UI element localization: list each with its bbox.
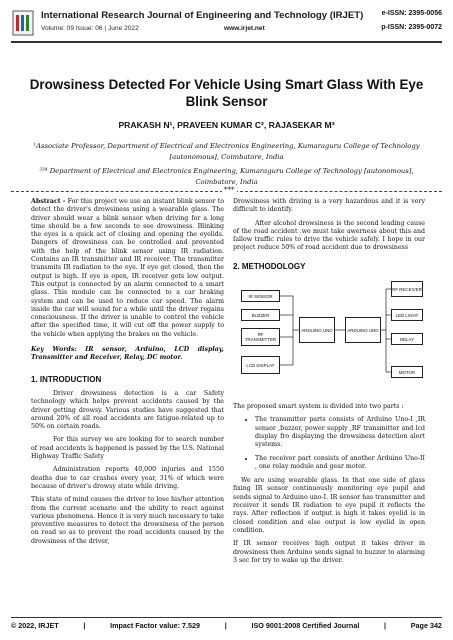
- affiliation-1: ¹Associate Professor, Department of Electrical and Electronics Engineering, Kumaraguru College of Technology [autonomous], Coimbatore, India: [33, 142, 420, 161]
- right-paragraph-5: If IR sensor receives high output it takes driver in drowsiness then Arduino sends signal to buzzer to alarming 3 sec for try to wake up the driver.: [233, 540, 425, 564]
- journal-header: [11, 8, 442, 40]
- ir-sensor-block: IR SENSOR: [241, 290, 280, 302]
- footer-separator: |: [384, 621, 387, 630]
- intro-paragraph-3: Administration reports 40,000 injuries and 1550 deaths due to car crashes every year, 31% of which were because of driver's drowsy state while driving.: [31, 466, 224, 490]
- arduino-uno-2-block: ARDUINO UNO: [345, 317, 381, 343]
- list-item: • The transmitter parts consists of Arduino Uno-I ,IR sensor ,buzzer, power supply ,RF transmitter and lcd display fro displaying the drowsiness detection alert systems.: [255, 416, 425, 449]
- right-column: [233, 198, 425, 570]
- left-column: [31, 198, 224, 551]
- paper-title: Drowsiness Detected For Vehicle Using Smart Glass With Eye Blink Sensor: [29, 77, 424, 109]
- right-paragraph-3: The proposed smart system is divided into two parts :: [233, 403, 404, 411]
- intro-heading: 1. INTRODUCTION: [31, 374, 102, 384]
- intro-paragraph-1: Driver drowsiness detection is a car Safety technology which helps prevent accidents caused by the driver getting drowsy. Various studies have suggested that around 20% of all road accidents are fatigue-related up to 50% on certain roads.: [31, 389, 224, 431]
- footer-page-number: Page 342: [410, 621, 442, 630]
- footer-impact-factor: Impact Factor value: 7.529: [110, 621, 200, 630]
- block-diagram: [233, 277, 425, 397]
- rf-receiver-block: RF RECEIVER: [391, 281, 423, 297]
- led-light-block: LED LIGHT: [391, 309, 423, 321]
- abstract: [31, 198, 224, 339]
- lcd-display-block: LCD DISPLAY: [241, 356, 280, 374]
- footer-divider: [11, 617, 442, 618]
- intro-paragraph-4: This state of mind causes the driver to lose his/her attention from the current scenario and the ability to react against various phenomena. Hence it is very much necessary to take preventive measures to detect the drowsiness of the person on road so as to prevent the road accidents caused by the drowsiness of the driver,: [31, 496, 224, 545]
- footer-iso: ISO 9001:2008 Certified Journal: [251, 621, 360, 630]
- motor-block: MOTOR: [391, 366, 423, 378]
- right-paragraph-4: We are using wearable glass. In that one side of glass fixing IR sensor continuously monitoring eye pupil and sends signal to Arduino uno-I. IR sensor has transmitter and receiver it sends IR radiation to eye pupil it reflects the rays. After reflection if output is high it takes eyelid is in closed condition and else output is low eyelid in open condition.: [233, 477, 425, 534]
- paper-authors: PRAKASH N¹, PRAVEEN KUMAR C², RAJASEKAR M³: [118, 120, 335, 130]
- footer-separator: |: [83, 621, 86, 630]
- separator-star: ***: [224, 186, 235, 194]
- relay-block: RELAY: [391, 333, 423, 345]
- keywords: [31, 346, 224, 363]
- keywords-text: IR sensor, Arduino, LCD display, Transmitter and Receiver, Relay, DC motor.: [31, 346, 224, 362]
- journal-volume: Volume: 09 Issue: 06 | June 2022: [41, 25, 139, 32]
- keywords-label: Key Words:: [31, 346, 77, 354]
- intro-paragraph-2: For this survey we are looking for to search number of road accidents is happened is passed by the U.S. National Highway Traffic Safety: [31, 436, 224, 461]
- buzzer-block: BUZZER: [241, 309, 280, 321]
- footer-separator: |: [224, 621, 227, 630]
- list-item: • The receiver part consists of another Arduino Uno-II , one relay module and gear motor.: [255, 455, 425, 472]
- affiliation-2: ²³⁴ Department of Electrical and Electronics Engineering, Kumaraguru College of Technology [autonomous], Coimbatore, India: [39, 167, 414, 186]
- system-parts-list: [233, 416, 425, 471]
- irjet-logo-icon: [11, 9, 35, 37]
- rf-transmitter-block: RF TRANSMITTER: [241, 328, 280, 346]
- abstract-text: For this project we use an instant blink sensor to detect the driver's drowsiness using a wearable glass. The driver should wear a blink sensor when driving for a long time should be a few seconds to see drowsiness. Blinking the eyes is a quick act of closing and opening the eyelids. Dangers of drowsiness can be controlled and prevented with the help of the blink sensor using IR radiation. Contains an IR transmitter and IR receiver. The transmitter transmits IR radiation to the eye. If eye get closed, then the output is high. If eye is open, IR receiver gets low output. This output is connected by an alarm connected to a smart glass. This module can be connected to a car braking system and can be used to reduce car speed. The alarm inside the car will sound for a while until the driver regains consciousness. If the driver is unable to control the vehicle after the specified time, it will cut off the power supply to the vehicle when applying the brakes on the vehicle.: [31, 198, 224, 338]
- right-paragraph-1: Drowsiness with driving is a very hazardous and it is very difficult to identify.: [233, 198, 425, 214]
- footer-copyright: © 2022, IRJET: [11, 621, 59, 630]
- header-divider: [11, 41, 442, 43]
- journal-pissn: p-ISSN: 2395-0072: [381, 24, 442, 31]
- page-footer: [11, 621, 442, 630]
- journal-title: International Research Journal of Engineering and Technology (IRJET): [41, 10, 364, 21]
- journal-eissn: e-ISSN: 2395-0056: [381, 10, 442, 17]
- methodology-heading: 2. METHODOLOGY: [233, 261, 306, 271]
- arduino-uno-1-block: ARDUINO UNO: [299, 317, 335, 343]
- abstract-label: Abstract -: [31, 198, 66, 205]
- journal-website[interactable]: www.irjet.net: [224, 25, 265, 32]
- right-paragraph-2: After alcohol drowsiness is the second leading cause of the road accident .we must take awerness about this and fallow traffic rules to drive the vehicle safely. I hope in our project reduce 50% of road accident due to drowsiness: [233, 219, 425, 252]
